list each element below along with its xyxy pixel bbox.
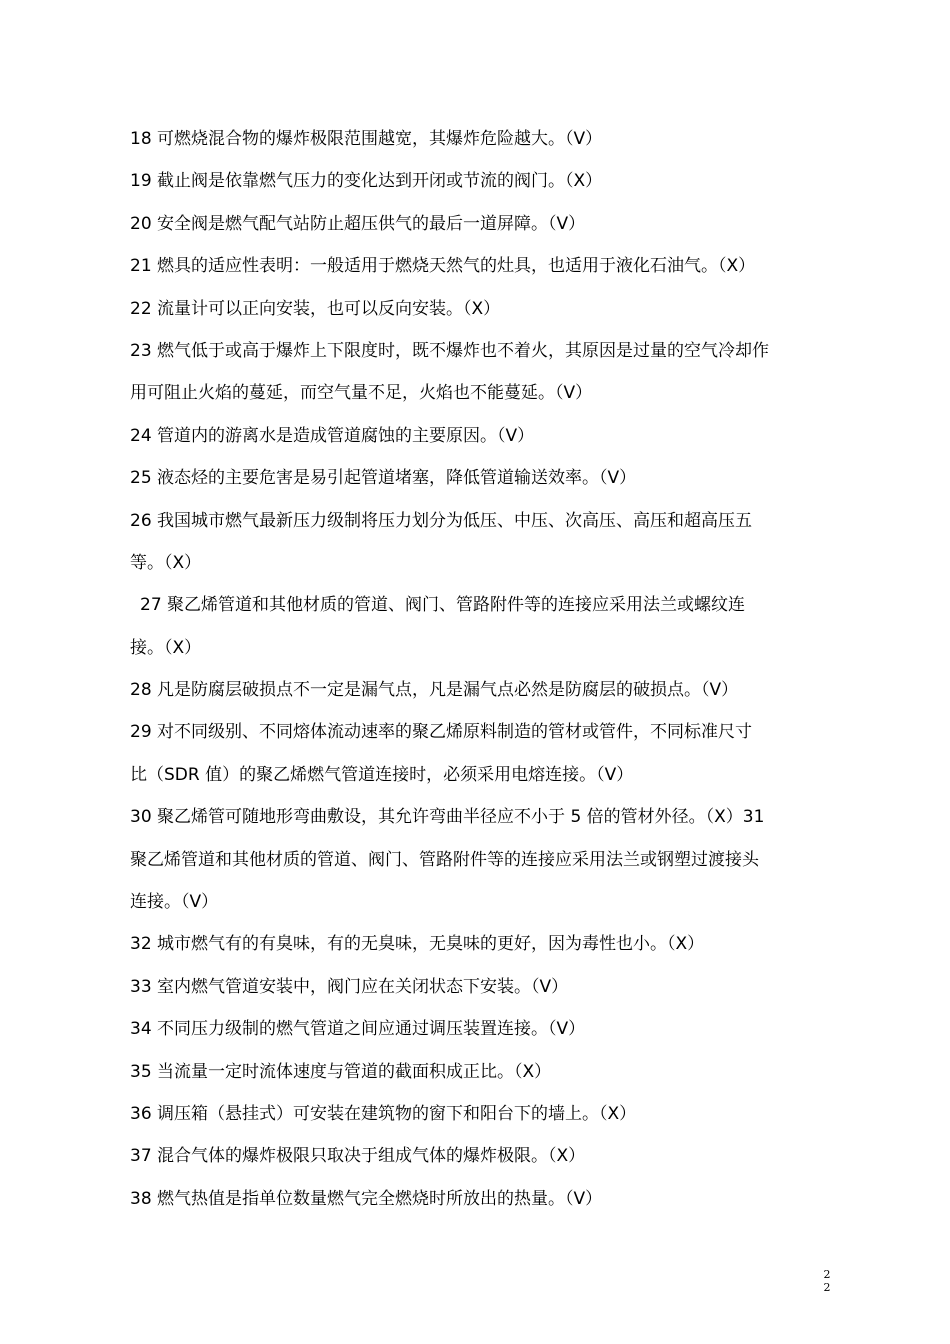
- text-line: 27 聚乙烯管道和其他材质的管道、阀门、管路附件等的连接应采用法兰或螺纹连: [140, 595, 746, 616]
- text-line: 29 对不同级别、不同熔体流动速率的聚乙烯原料制造的管材或管件，不同标准尺寸: [130, 722, 753, 743]
- text-line: 21 燃具的适应性表明：一般适用于燃烧天然气的灶具，也适用于液化石油气。（X）: [130, 256, 756, 277]
- text-line: 35 当流量一定时流体速度与管道的截面积成正比。（X）: [130, 1061, 552, 1082]
- text-line: 36 调压箱（悬挂式）可安装在建筑物的窗下和阳台下的墙上。（X）: [130, 1103, 637, 1124]
- text-line: 34 不同压力级制的燃气管道之间应通过调压装置连接。（V）: [130, 1019, 586, 1040]
- text-line: 连接。（V）: [130, 892, 219, 913]
- text-line: 32 城市燃气有的有臭味，有的无臭味，无臭味的更好，因为毒性也小。（X）: [130, 934, 705, 955]
- page-number-bottom: 2: [823, 1281, 831, 1294]
- text-line: 接。（X）: [130, 637, 202, 658]
- text-line: 18 可燃烧混合物的爆炸极限范围越宽，其爆炸危险越大。（V）: [130, 129, 603, 149]
- text-line: 等。（X）: [130, 552, 202, 573]
- text-line: 20 安全阀是燃气配气站防止超压供气的最后一道屏障。（V）: [130, 213, 586, 234]
- text-line: 24 管道内的游离水是造成管道腐蚀的主要原因。（V）: [130, 425, 535, 446]
- text-line: 19 截止阀是依靠燃气压力的变化达到开闭或节流的阀门。（X）: [130, 171, 603, 192]
- text-line: 比（SDR 值）的聚乙烯燃气管道连接时，必须采用电熔连接。（V）: [130, 764, 634, 785]
- text-line: 28 凡是防腐层破损点不一定是漏气点，凡是漏气点必然是防腐层的破损点。（V）: [130, 680, 739, 701]
- page-number-top: 2: [823, 1268, 831, 1281]
- text-line: 25 液态烃的主要危害是易引起管道堵塞，降低管道输送效率。（V）: [130, 468, 637, 489]
- text-line: 33 室内燃气管道安装中，阀门应在关闭状态下安装。（V）: [130, 976, 569, 997]
- text-line: 38 燃气热值是指单位数量燃气完全燃烧时所放出的热量。（V）: [130, 1188, 603, 1209]
- text-line: 聚乙烯管道和其他材质的管道、阀门、管路附件等的连接应采用法兰或钢塑过渡接头: [130, 849, 759, 870]
- text-line: 30 聚乙烯管可随地形弯曲敷设，其允许弯曲半径应不小于 5 倍的管材外径。（X）31: [130, 807, 765, 828]
- text-line: 22 流量计可以正向安装，也可以反向安装。（X）: [130, 298, 501, 319]
- text-line: 用可阻止火焰的蔓延，而空气量不足，火焰也不能蔓延。（V）: [130, 383, 593, 404]
- text-line: 37 混合气体的爆炸极限只取决于组成气体的爆炸极限。（X）: [130, 1146, 586, 1167]
- page-number: [820, 1268, 834, 1294]
- text-line: 23 燃气低于或高于爆炸上下限度时，既不爆炸也不着火，其原因是过量的空气冷却作: [130, 340, 770, 361]
- document-body: [130, 118, 850, 1220]
- text-line: 26 我国城市燃气最新压力级制将压力划分为低压、中压、次高压、高压和超高压五: [130, 510, 753, 531]
